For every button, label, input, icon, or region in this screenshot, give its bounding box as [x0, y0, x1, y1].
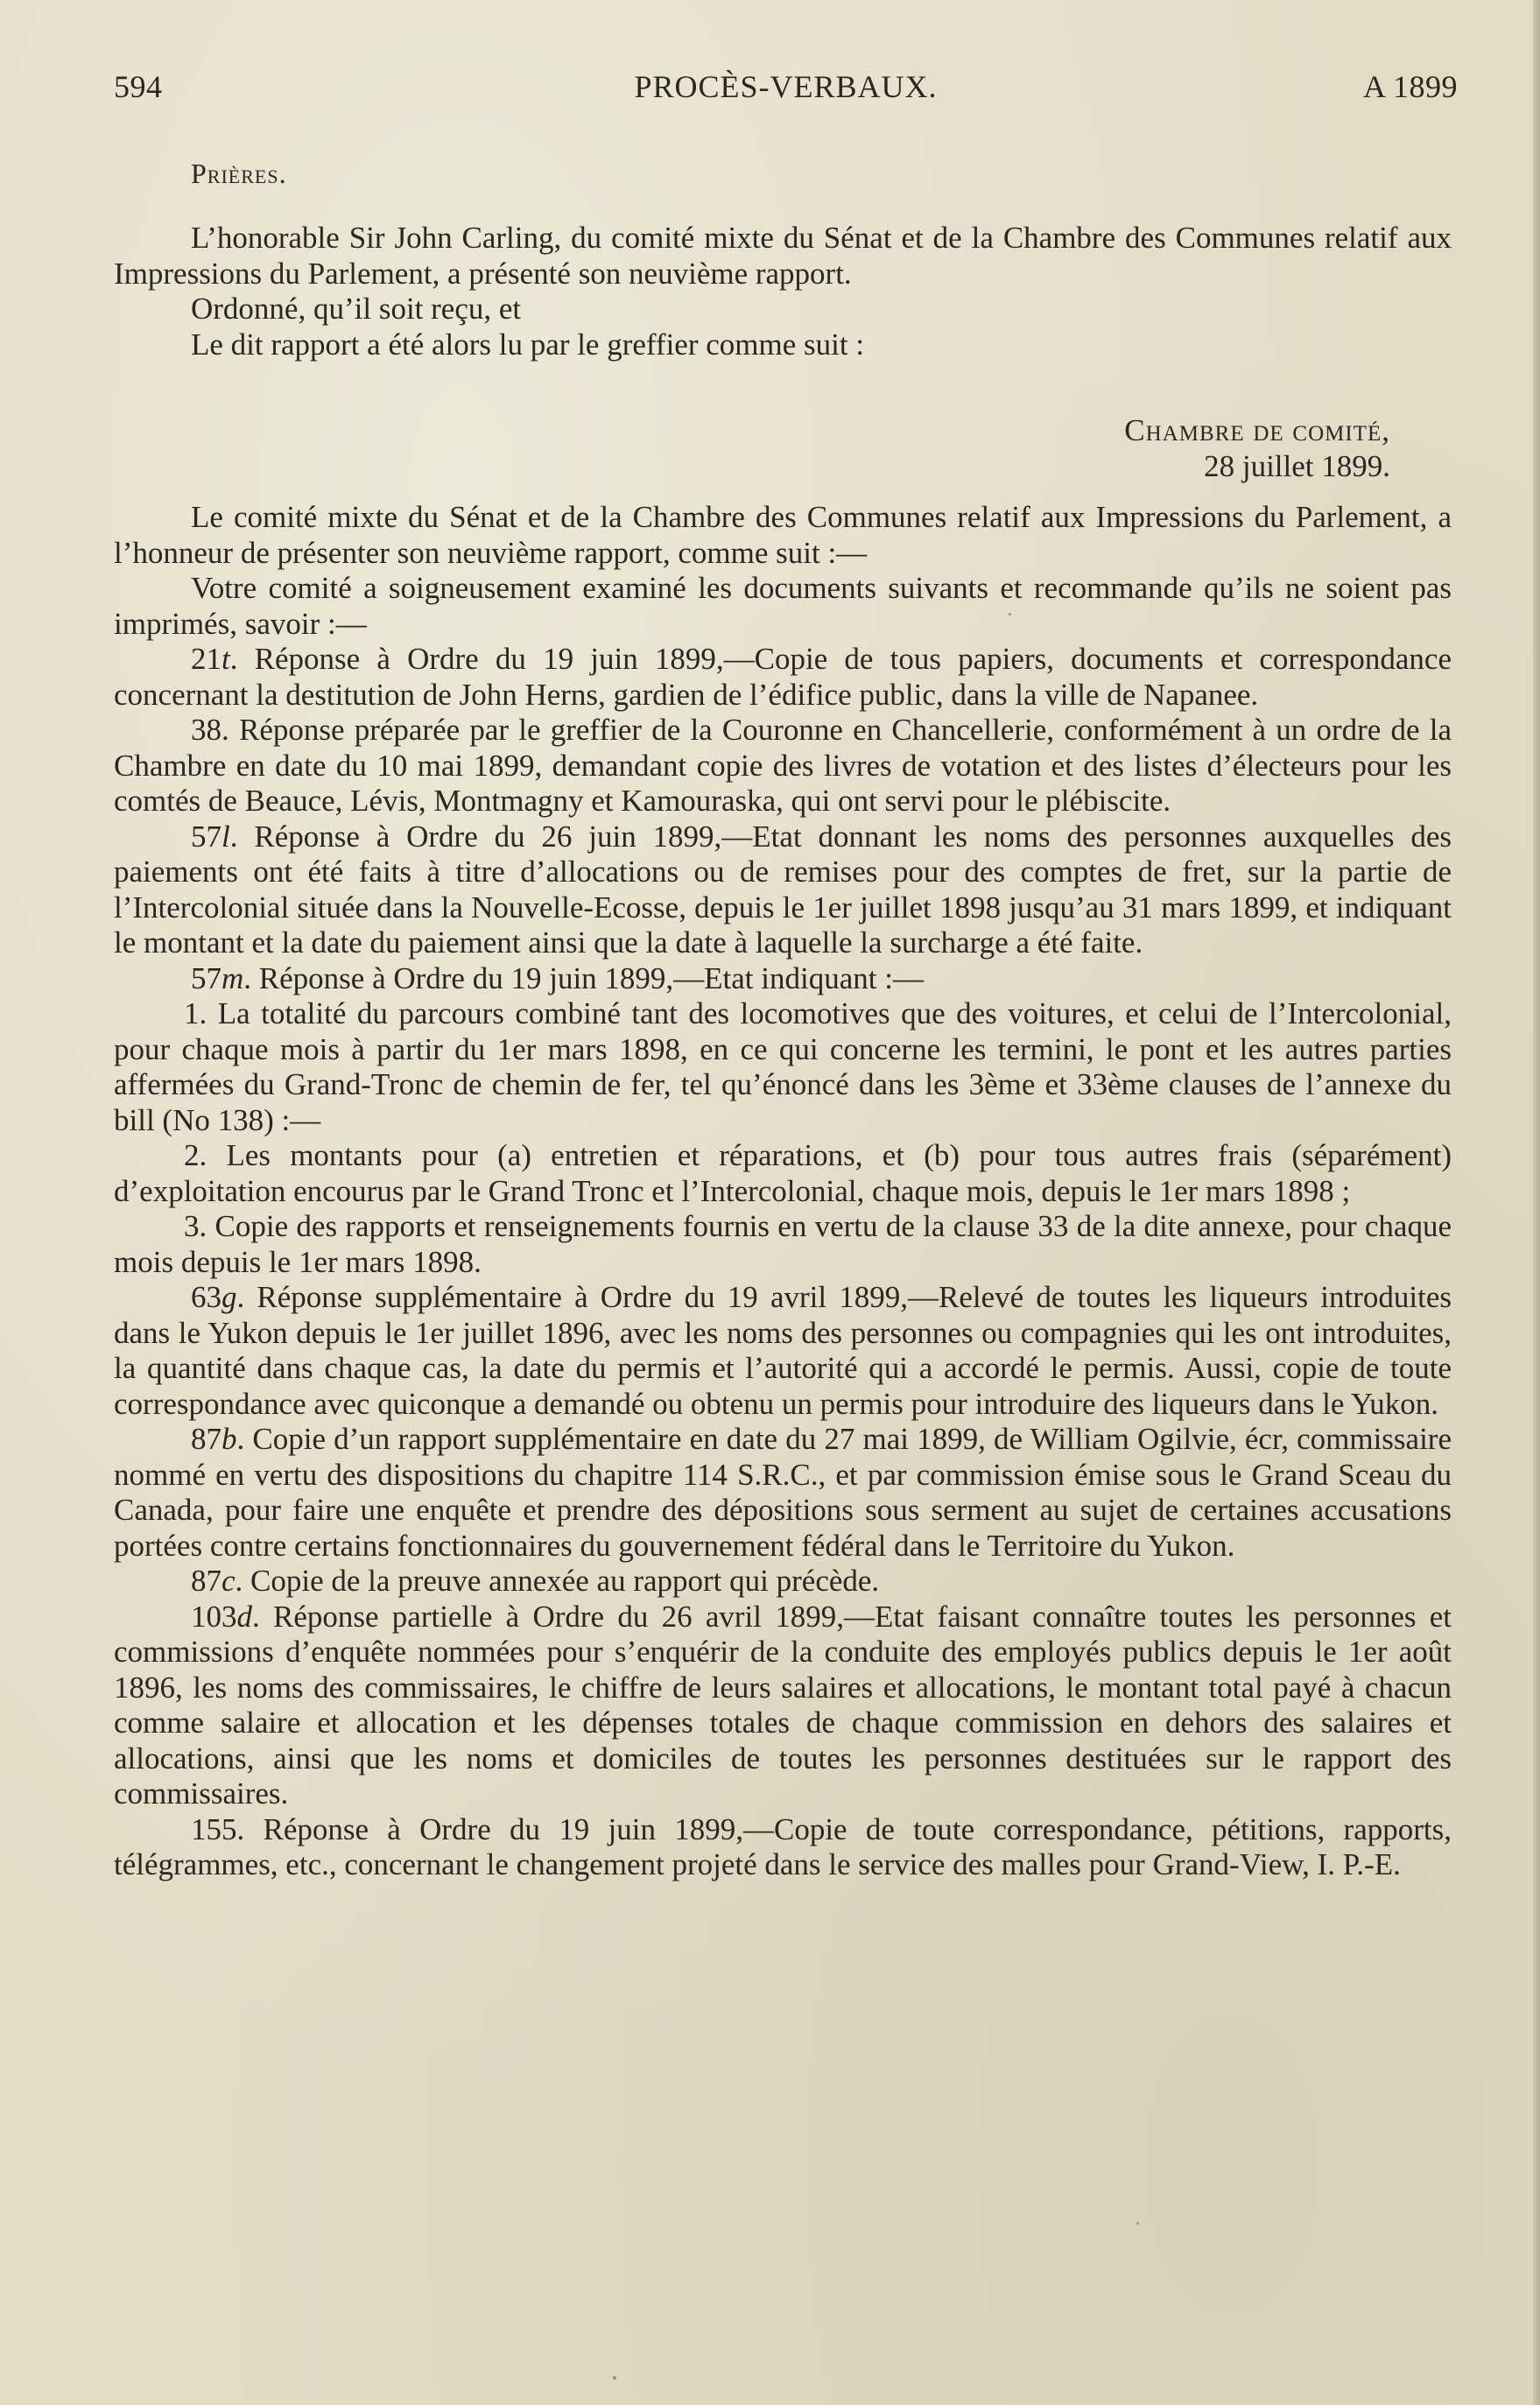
report-opening: Le comité mixte du Sénat et de la Chambre des Communes relatif aux Impressions du Parlement, a l’honneur de présenter son neuvième rapport, comme suit :— — [114, 500, 1452, 570]
paper-speck — [613, 2376, 616, 2380]
section-heading: Prières. — [191, 158, 287, 189]
ordered-paragraph: Ordonné, qu’il soit reçu, et — [191, 292, 522, 326]
report-item — [114, 1280, 1452, 1422]
report-item — [114, 819, 1452, 961]
paper-speck — [1009, 613, 1011, 615]
item-reference: 21t. — [191, 642, 238, 676]
dateline-date: 28 juillet 1899. — [1204, 448, 1390, 483]
item-reference: 57m. — [191, 960, 252, 995]
page-header — [114, 68, 1458, 112]
report-item — [114, 642, 1452, 713]
report-item — [114, 1564, 1452, 1600]
sub-item: 2. Les montants pour (a) entretien et réparations, et (b) pour tous autres frais (séparément) d’exploitation encourus par le Grand Tronc et l’Intercolonial, chaque mois, depuis le 1er mars 1898 ; — [114, 1138, 1452, 1208]
item-reference: 87b. — [191, 1422, 245, 1456]
item-text: Copie de la preuve annexée au rapport qui précède. — [250, 1564, 880, 1598]
page-edge-shadow — [1533, 0, 1540, 2405]
paper-speck — [1136, 2222, 1139, 2225]
session-label: A 1899 — [1362, 69, 1458, 104]
item-reference: 57l. — [191, 819, 238, 854]
item-reference: 87c. — [191, 1564, 243, 1598]
running-title: PROCÈS-VERBAUX. — [634, 69, 938, 104]
item-text: Réponse à Ordre du 19 juin 1899,—Copie de toute correspondance, pétitions, rapports, télégrammes, etc., concernant le changement projeté dans le service des malles pour Grand-View, I. P.-E. — [114, 1811, 1452, 1881]
page-number: 594 — [114, 69, 163, 104]
item-text: Réponse à Ordre du 26 juin 1899,—Etat donnant les noms des personnes auxquelles des paiements ont été faits à titre d’allocations ou de remises pour des comptes de fret, sur la partie de l’Intercolonial située dans la Nouvelle-Ecosse, depuis le 1er juillet 1898 jusqu’au 31 mars 1899, et indiquant le montant et la date du paiement ainsi que la date à laquelle la surcharge a été faite. — [114, 819, 1452, 960]
item-text: Réponse partielle à Ordre du 26 avril 1899,—Etat faisant connaître toutes les personnes et commissions d’enquête nommées pour s’enquérir de la conduite des employés publics depuis le 1er août 1896, les noms des commissaires, le chiffre de leurs salaires et allocations, le montant total payé à chacun comme salaire et allocation et les dépenses totales de chaque commission en dehors des salaires et allocations, ainsi que les noms et domiciles de toutes les personnes destituées sur le rapport des commissaires. — [114, 1599, 1452, 1811]
item-text: Réponse à Ordre du 19 juin 1899,—Copie de tous papiers, documents et correspondance concernant la destitution de John Herns, gardien de l’édifice public, dans la ville de Napanee. — [114, 642, 1452, 712]
item-text: Copie d’un rapport supplémentaire en date du 27 mai 1899, de William Ogilvie, écr, commissaire nommé en vertu des dispositions du chapitre 114 S.R.C., et par commission émise sous le Grand Sceau du Canada, pour faire une enquête et prendre des dépositions sous serment au sujet de certaines accusations portées contre certains fonctionnaires du gouvernement fédéral dans le Territoire du Yukon. — [114, 1422, 1452, 1563]
report-item — [114, 961, 1452, 997]
read-paragraph: Le dit rapport a été alors lu par le greffier comme suit : — [191, 327, 865, 362]
item-reference: 103d. — [191, 1599, 260, 1634]
item-reference: 155. — [191, 1811, 245, 1846]
body-text — [114, 221, 1452, 1883]
item-text: Réponse préparée par le greffier de la Couronne en Chancellerie, conformément à un ordre de la Chambre en date du 10 mai 1899, demandant copie des livres de votation et des listes d’électeurs pour les comtés de Beauce, Lévis, Montmagny et Kamouraska, qui ont servi pour le plébiscite. — [114, 713, 1452, 818]
dateline-place: Chambre de comité, — [1124, 413, 1390, 447]
report-item — [114, 1600, 1452, 1812]
item-reference: 38. — [191, 713, 229, 747]
item-text: Réponse supplémentaire à Ordre du 19 avril 1899,—Relevé de toutes les liqueurs introduites dans le Yukon depuis le 1er juillet 1896, avec les noms des personnes ou compagnies qui les ont introduites, la quantité dans chaque cas, la date du permis et l’autorité qui a accordé le permis. Aussi, copie de toute correspondance avec quiconque a demandé ou obtenu un permis pour introduire des liqueurs dans le Yukon. — [114, 1280, 1452, 1421]
sub-item: 1. La totalité du parcours combiné tant des locomotives que des voitures, et celui de l’Intercolonial, pour chaque mois à partir du 1er mars 1898, en ce qui concerne les termini, le pont et les autres parties affermées du Grand-Tronc de chemin de fer, tel qu’énoncé dans les 3ème et 33ème clauses de l’annexe du bill (No 138) :— — [114, 996, 1452, 1137]
report-dateline — [114, 413, 1452, 484]
report-item — [114, 1812, 1452, 1883]
report-item — [114, 713, 1452, 819]
report-item — [114, 1422, 1452, 1564]
intro-paragraph: L’honorable Sir John Carling, du comité mixte du Sénat et de la Chambre des Communes relatif aux Impressions du Parlement, a présenté son neuvième rapport. — [114, 221, 1452, 291]
item-reference: 63g. — [191, 1280, 245, 1314]
sub-item: 3. Copie des rapports et renseignements fournis en vertu de la clause 33 de la dite annexe, pour chaque mois depuis le 1er mars 1898. — [114, 1209, 1452, 1279]
report-recommendation: Votre comité a soigneusement examiné les documents suivants et recommande qu’ils ne soient pas imprimés, savoir :— — [114, 571, 1452, 641]
item-text: Réponse à Ordre du 19 juin 1899,—Etat indiquant :— — [258, 960, 924, 995]
